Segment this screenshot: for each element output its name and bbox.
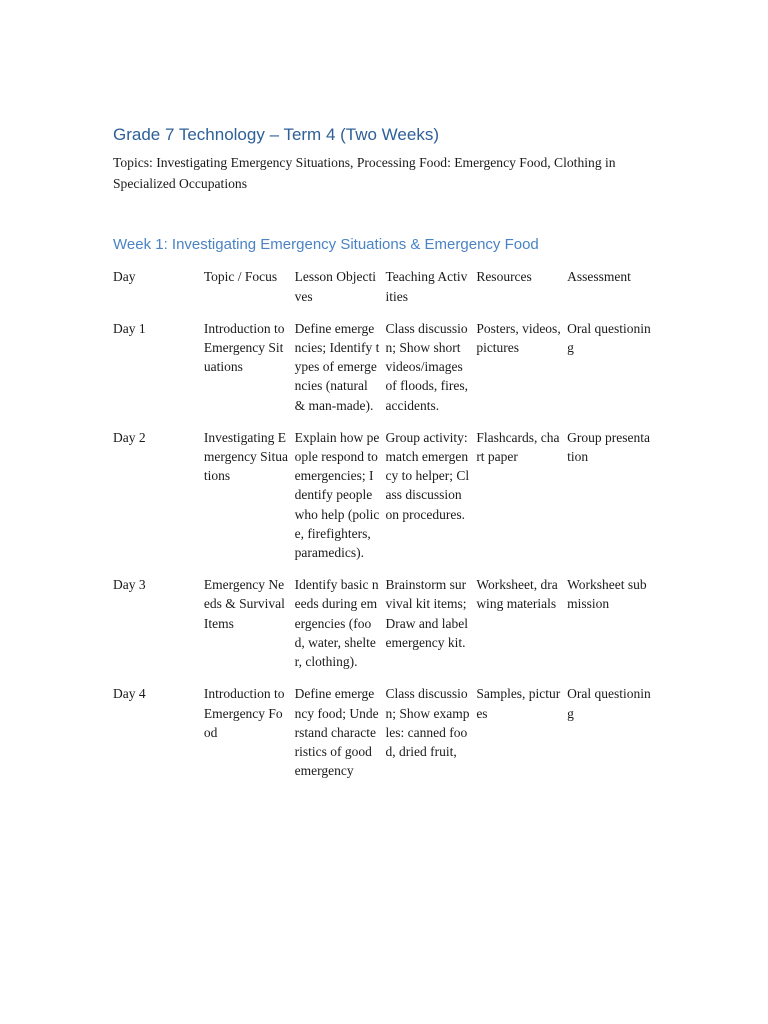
cell-topic: Investigating Emergency Situations — [203, 429, 288, 484]
document-title: Grade 7 Technology – Term 4 (Two Weeks) — [113, 125, 439, 144]
cell-objectives: Identify basic needs during emergencies (food, water, shelter, clothing). — [294, 577, 379, 670]
cell-day: Day 2 — [113, 429, 146, 445]
cell-day: Day 1 — [113, 320, 146, 336]
table-row — [113, 319, 658, 428]
table-header-row — [113, 267, 658, 318]
cell-objectives: Explain how people respond to emergencies; Identify people who help (police, firefighters, paramedics). — [294, 429, 380, 561]
document-page — [113, 123, 658, 793]
cell-assessment: Group presentation — [567, 429, 650, 465]
cell-resources: Samples, pictures — [476, 686, 561, 721]
cell-assessment: Oral questioning — [567, 320, 651, 356]
cell-topic: Introduction to Emergency Food — [203, 686, 285, 740]
cell-day: Day 4 — [113, 686, 146, 702]
table-row — [113, 684, 658, 793]
cell-topic: Emergency Needs & Survival Items — [203, 577, 285, 631]
topics-line: Topics: Investigating Emergency Situations, Processing Food: Emergency Food, Clothing in Specialized Occupations — [113, 155, 616, 191]
table-row — [113, 428, 658, 575]
column-header-resources: Resources — [476, 269, 532, 285]
cell-activities: Group activity: match emergency to helper; Class discussion on procedures. — [385, 429, 470, 522]
cell-day: Day 3 — [113, 577, 146, 593]
column-header-activities: Teaching Activities — [385, 269, 468, 304]
week-1-lesson-table — [113, 267, 658, 793]
cell-objectives: Define emergencies; Identify types of emergencies (natural & man-made). — [294, 320, 380, 413]
cell-activities: Class discussion; Show short videos/images of floods, fires, accidents. — [385, 320, 468, 413]
cell-resources: Worksheet, drawing materials — [476, 577, 558, 612]
cell-activities: Brainstorm survival kit items; Draw and label emergency kit. — [385, 577, 468, 650]
cell-resources: Posters, videos, pictures — [476, 320, 561, 356]
cell-objectives: Define emergency food; Understand characteristics of good emergency — [294, 686, 379, 779]
table-row — [113, 575, 658, 684]
column-header-assessment: Assessment — [567, 269, 631, 285]
cell-assessment: Worksheet submission — [567, 577, 647, 612]
column-header-day: Day — [113, 269, 136, 285]
column-header-topic: Topic / Focus — [203, 269, 278, 285]
column-header-objectives: Lesson Objectives — [294, 269, 377, 304]
week-1-heading: Week 1: Investigating Emergency Situations & Emergency Food — [113, 236, 539, 253]
cell-assessment: Oral questioning — [567, 686, 651, 721]
cell-activities: Class discussion; Show examples: canned food, dried fruit, — [385, 686, 470, 759]
cell-topic: Introduction to Emergency Situations — [203, 320, 285, 375]
cell-resources: Flashcards, chart paper — [476, 429, 560, 465]
